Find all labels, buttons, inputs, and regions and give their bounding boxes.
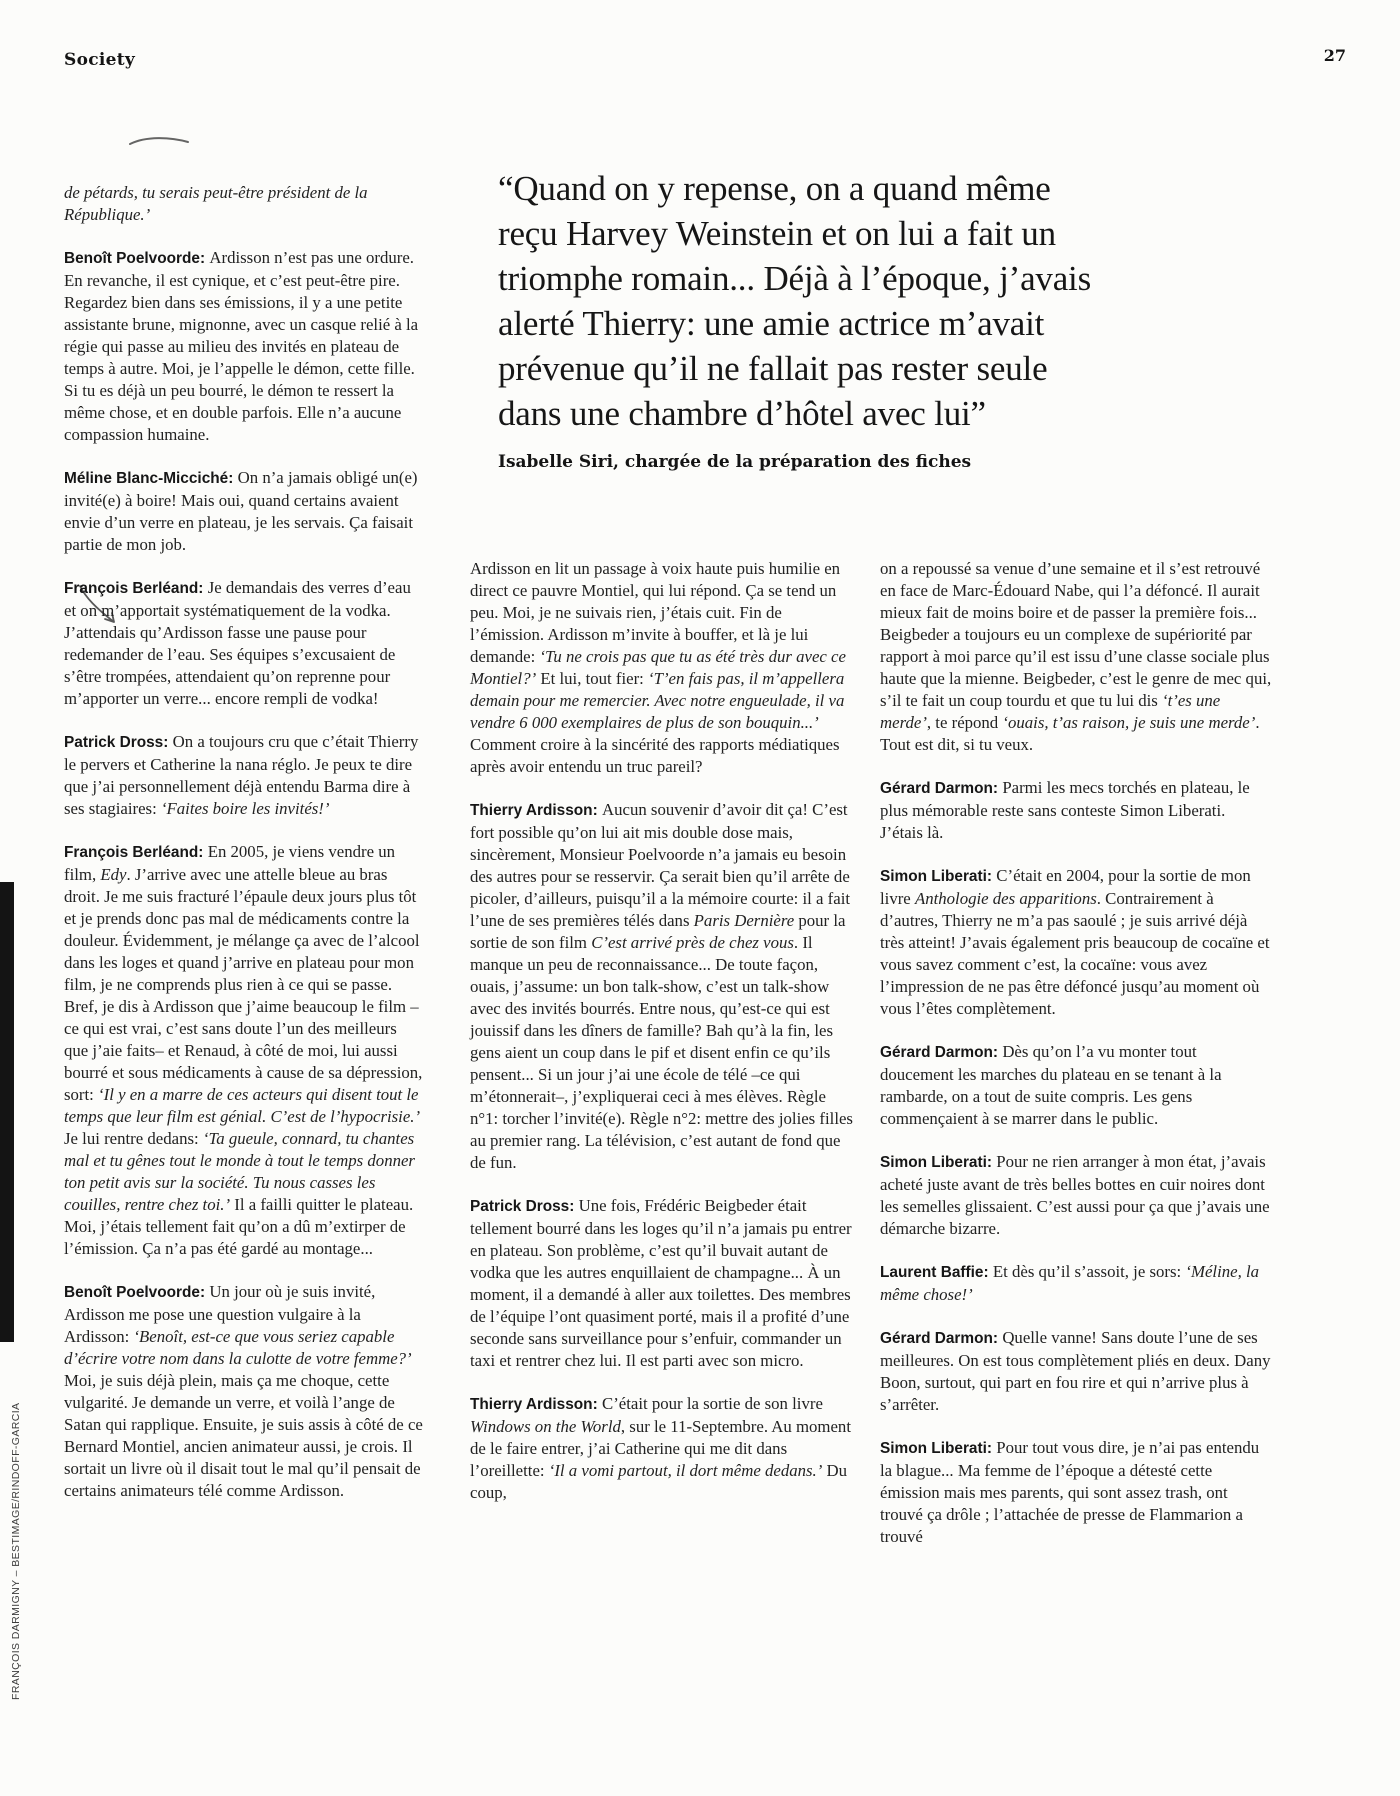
paragraph [470, 558, 854, 778]
column-right [880, 558, 1272, 1548]
paragraph [880, 1327, 1272, 1416]
speaker-name: Laurent Baffie: [880, 1264, 993, 1281]
body-text: , sur le 11-Septembre. Au moment de le faire entrer, j’ai Catherine qui me dit dans l’oreillette: [470, 1417, 851, 1480]
pull-quote-attribution: Isabelle Siri, chargée de la préparation des fiches [498, 452, 972, 472]
italic-text: ‘Faites boire les invités!’ [160, 799, 330, 818]
speaker-name: Méline Blanc-Micciché: [64, 470, 238, 487]
page-number: 27 [1323, 46, 1346, 65]
pull-quote-line: prévenue qu’il ne fallait pas rester seule [498, 349, 1048, 388]
paragraph [64, 467, 424, 556]
paragraph [64, 577, 424, 710]
paragraph [64, 247, 424, 446]
pull-quote-line: triomphe romain... Déjà à l’époque, j’avais [498, 259, 1091, 298]
italic-text: ‘Benoît, est-ce que vous seriez capable d’écrire votre nom dans la culotte de votre femme?’ [64, 1327, 412, 1368]
body-text: Pour ne rien arranger à mon état, j’avais acheté juste avant de très belles bottes en cuir noires dont les semelles glissaient. C’est aussi pour ça que j’avais une démarche bizarre. [880, 1152, 1270, 1238]
body-text: Dès qu’on l’a vu monter tout doucement les marches du plateau en se tenant à la rambarde, on a tout de suite compris. Les gens commençaient à se marrer dans le public. [880, 1042, 1222, 1128]
speaker-name: Benoît Poelvoorde: [64, 1284, 210, 1301]
body-text: on a repoussé sa venue d’une semaine et il s’est retrouvé en face de Marc-Édouard Nabe, qui l’a défoncé. Il aurait mieux fait de moins boire et de passer la première fois... Beigbeder a toujours eu un complexe de supériorité par rapport à moi parce qu’il est issu d’une classe sociale plus haute que la mienne. Beigbeder, c’est le genre de mec qui, s’il te fait un coup tourdu et que tu lui dis [880, 559, 1272, 710]
magazine-brand: Society [64, 50, 136, 70]
paragraph [880, 1041, 1272, 1130]
body-text: Quelle vanne! Sans doute l’une de ses meilleures. On est tous complètement pliés en deux. Dany Boon, surtout, qui part en fou rire et qui n’arrive plus à s’arrêter. [880, 1328, 1271, 1414]
pull-quote-line: reçu Harvey Weinstein et on lui a fait un [498, 214, 1056, 253]
body-text: Comment croire à la sincérité des rapports médiatiques après avoir entendu un truc pareil? [470, 735, 840, 776]
speaker-name: Gérard Darmon: [880, 780, 1003, 797]
paragraph [880, 558, 1272, 756]
body-text: pour la sortie de son film [470, 911, 846, 952]
paragraph [64, 182, 424, 226]
italic-text: Windows on the World [470, 1417, 621, 1436]
italic-text: ‘Il y en a marre de ces acteurs qui disent tout le temps que leur film est génial. C’est de l’hypocrisie.’ [64, 1085, 421, 1126]
column-left [64, 182, 424, 1502]
italic-text: de pétards, tu serais peut-être président de la République.’ [64, 183, 368, 224]
paragraph [880, 1151, 1272, 1240]
italic-text: Edy [100, 865, 127, 884]
speaker-name: Gérard Darmon: [880, 1330, 1003, 1347]
body-text: On a toujours cru que c’était Thierry le pervers et Catherine la nana réglo. Je peux te dire que j’ai personnellement déjà entendu Barma dire à ses stagiaires: [64, 732, 419, 818]
speaker-name: François Berléand: [64, 844, 208, 861]
body-text: . Tout est dit, si tu veux. [880, 713, 1260, 754]
body-text: Aucun souvenir d’avoir dit ça! C’est fort possible qu’on lui ait mis double dose mais, sincèrement, Monsieur Poelvoorde n’a jamais eu besoin des autres pour se resservir. Ça serait bien qu’il arrête de picoler, d’ailleurs, puisqu’il a la mémoire courte: il a fait l’une de ses premières télés dans [470, 800, 851, 930]
speaker-name: Simon Liberati: [880, 868, 997, 885]
body-text: On n’a jamais obligé un(e) invité(e) à boire! Mais oui, quand certains avaient envie d’un verre en plateau, je les servais. Ça faisait partie de mon job. [64, 468, 418, 554]
paragraph [470, 1393, 854, 1504]
photo-credit: FRANÇOIS DARMIGNY – BESTIMAGE/RINDOFF-GARCIA [10, 1402, 22, 1700]
speaker-name: Simon Liberati: [880, 1440, 997, 1457]
speaker-name: Patrick Dross: [470, 1198, 579, 1215]
pull-quote-line: alerté Thierry: une amie actrice m’avait [498, 304, 1045, 343]
body-text: Une fois, Frédéric Beigbeder était tellement bourré dans les loges qu’il n’a jamais pu entrer en plateau. Son problème, c’est qu’il buvait autant de vodka que les autres enquillaient de champagne... À un moment, il a demandé à aller aux toilettes. Des membres de l’équipe l’ont quasiment porté, mais il a profité d’une seconde sans surveillance pour s’enfuir, commander un taxi et rentrer chez lui. Il est parti avec son micro. [470, 1196, 852, 1370]
scan-mark-dash [128, 134, 190, 148]
paragraph [880, 777, 1272, 844]
italic-text: Paris Dernière [693, 911, 795, 930]
italic-text: C’est arrivé près de chez vous [591, 933, 794, 952]
column-middle [470, 558, 854, 1504]
body-text: Ardisson n’est pas une ordure. En revanche, il est cynique, et c’est peut-être pire. Regardez bien dans ses émissions, il y a une petite assistante brune, mignonne, avec un casque relié à la régie qui passe au milieu des invités en plateau de temps à autre. Moi, je l’appelle le démon, cette fille. Si tu es déjà un peu bourré, le démon te ressert la même chose, et en double parfois. Elle n’a aucune compassion humaine. [64, 248, 419, 444]
italic-text: ‘Tu ne crois pas que tu as été très dur avec ce Montiel?’ [470, 647, 846, 688]
speaker-name: Patrick Dross: [64, 734, 173, 751]
body-text: Et dès qu’il s’assoit, je sors: [992, 1262, 1186, 1281]
italic-text: ‘T’en fais pas, il m’appellera demain pour me remercier. Avec notre engueulade, il va vendre 6 000 exemplaires de plus de son bouquin...’ [470, 669, 845, 732]
italic-text: ‘Il a vomi partout, il dort même dedans.’ [548, 1461, 823, 1480]
italic-text: ‘t’es une merde’ [880, 691, 1221, 732]
paragraph [64, 841, 424, 1260]
speaker-name: Simon Liberati: [880, 1154, 997, 1171]
speaker-name: Benoît Poelvoorde: [64, 250, 210, 267]
speaker-name: Thierry Ardisson: [470, 1396, 602, 1413]
italic-text: ‘Ta gueule, connard, tu chantes mal et tu gênes tout le monde à tout le temps donner ton petit avis sur la société. Tu nous casses les couilles, rentre chez toi.’ [64, 1129, 415, 1214]
body-text: Je lui rentre dedans: [64, 1129, 203, 1148]
body-text: En 2005, je viens vendre un film, [64, 842, 396, 884]
italic-text: ‘Méline, la même chose!’ [880, 1262, 1260, 1304]
italic-text: ‘ouais, t’as raison, je suis une merde’ [1002, 713, 1256, 732]
paragraph [64, 731, 424, 820]
body-text: . Il manque un peu de reconnaissance... De toute façon, ouais, j’assume: un bon talk-show, c’est un talk-show avec des invités bourrés. Entre nous, qu’est-ce qui est jouissif dans les dîners de famille? Bah qu’à la fin, les gens aient un coup dans le pif et disent enfin ce qu’ils pensent... Si un jour j’ai une école de télé –ce qui m’étonnerait–, j’expliquerai ceci à mes élèves. Règle n°1: torcher l’invité(e). Règle n°2: mettre des jolies filles au premier rang. La télévision, c’est autant de fond que de fun. [470, 933, 853, 1172]
paragraph [880, 1437, 1272, 1548]
pull-quote-line: “Quand on y repense, on a quand même [498, 169, 1051, 208]
speaker-name: François Berléand: [64, 580, 208, 597]
body-text: . Contrairement à d’autres, Thierry ne m’a pas saoulé ; je suis arrivé déjà très atteint! J’avais également pris beaucoup de cocaïne et vous savez comment c’est, la cocaïne: vous avez l’impression de ne pas être défoncé jusqu’au moment où vous l’êtes complètement. [880, 889, 1270, 1018]
left-bleed-bar [0, 882, 14, 1342]
body-text: Et lui, tout fier: [536, 669, 649, 688]
paragraph [470, 1195, 854, 1372]
body-text: Je demandais des verres d’eau et on m’apportait systématiquement de la vodka. J’attendais qu’Ardisson fasse une pause pour redemander de l’eau. Ses équipes s’excusaient de s’être trompées, attendaient qu’on reprenne pour m’apporter un verre... encore rempli de vodka! [64, 578, 411, 708]
paragraph [64, 1281, 424, 1502]
body-text: , te répond [926, 713, 1003, 732]
speaker-name: Gérard Darmon: [880, 1044, 1003, 1061]
pull-quote-text [498, 166, 1288, 436]
body-text: Parmi les mecs torchés en plateau, le plus mémorable reste sans conteste Simon Liberati. J’étais là. [880, 778, 1250, 842]
body-text: Un jour où je suis invité, Ardisson me pose une question vulgaire à la Ardisson: [64, 1282, 376, 1346]
italic-text: Anthologie des apparitions [914, 889, 1097, 908]
body-text: C’était pour la sortie de son livre [602, 1394, 823, 1413]
body-text: C’était en 2004, pour la sortie de mon livre [880, 866, 1251, 908]
pull-quote-line: dans une chambre d’hôtel avec lui” [498, 394, 986, 433]
speaker-name: Thierry Ardisson: [470, 802, 602, 819]
paragraph [880, 1261, 1272, 1306]
body-text: Il a failli quitter le plateau. Moi, j’étais tellement fait qu’on a dû m’extirper de l’émission. Ça n’a pas été gardé au montage... [64, 1195, 414, 1258]
body-text: . J’arrive avec une attelle bleue au bras droit. Je me suis fracturé l’épaule deux jours plus tôt et je prends donc pas mal de médicaments contre la douleur. Évidemment, je mélange ça avec de l’alcool dans les loges et quand j’arrive en plateau pour mon film, je ne comprends plus rien à ce qui se passe. Bref, je dis à Ardisson que j’aime beaucoup le film –ce qui est vrai, c’est sans doute l’un des meilleurs que j’aie faits– et Renaud, à côté de moi, lui aussi bourré et sous médicaments à cause de sa dépression, sort: [64, 865, 423, 1104]
body-text: Pour tout vous dire, je n’ai pas entendu la blague... Ma femme de l’époque a détesté cette émission mais mes parents, qui sont assez trash, ont trouvé ça drôle ; l’attachée de presse de Flammarion a trouvé [880, 1438, 1260, 1546]
paragraph [880, 865, 1272, 1020]
pull-quote [498, 166, 1288, 472]
paragraph [470, 799, 854, 1174]
body-text: Moi, je suis déjà plein, mais ça me choque, cette vulgarité. Je demande un verre, et voilà l’ange de Satan qui rapplique. Ensuite, je suis assis à côté de ce Bernard Montiel, ancien animateur aussi, je crois. Il sortait un livre où il disait tout le mal qu’il pensait de certains animateurs télé comme Ardisson. [64, 1371, 423, 1500]
body-text: Ardisson en lit un passage à voix haute puis humilie en direct ce pauvre Montiel, qui lui répond. Ça se tend un peu. Moi, je ne suivais rien, j’étais cuit. Fin de l’émission. Ardisson m’invite à bouffer, et là je lui demande: [470, 559, 841, 666]
body-text: Du coup, [470, 1461, 848, 1502]
